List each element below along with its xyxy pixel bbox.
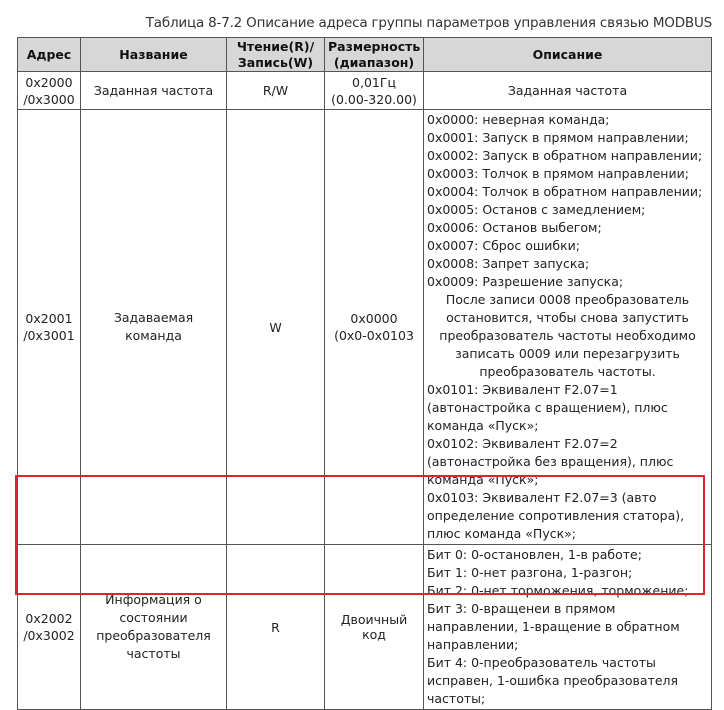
- desc-line: 0x0008: Запрет запуска;: [427, 256, 590, 271]
- cell-range: [325, 72, 424, 110]
- cell-rw: W: [227, 110, 325, 545]
- desc-line: 0x0002: Запуск в обратном направлении;: [427, 148, 703, 163]
- modbus-parameter-table: [17, 37, 712, 710]
- desc-line: Бит 3: 0-вращенеи в прямом направлении, 1-вращение в обратном направлении;: [427, 601, 680, 652]
- desc-line: 0x0101: Эквивалент F2.07=1 (автонастройка с вращением), плюс команда «Пуск»;: [427, 382, 668, 433]
- desc-line: 0x0005: Останов с замедлением;: [427, 202, 646, 217]
- range-line: 0x0000: [350, 311, 398, 326]
- cell-rw: R/W: [227, 72, 325, 110]
- range-line: (0.00-320.00): [331, 91, 417, 107]
- cell-address: [18, 72, 81, 110]
- header-range: Размерность (диапазон): [325, 38, 424, 72]
- range-line: 0,01Гц: [352, 74, 396, 90]
- desc-line: 0x0103: Эквивалент F2.07=3 (авто определение сопротивления статора), плюс команда «Пуск»;: [427, 490, 685, 541]
- table-row: [18, 110, 712, 545]
- cell-description: [424, 110, 712, 545]
- address-line: 0x2002: [25, 611, 73, 626]
- cell-name: Информация о состоянии преобразователя частоты: [81, 545, 227, 710]
- desc-line: Бит 4: 0-преобразователь частоты исправен, 1-ошибка преобразователя частоты;: [427, 655, 679, 706]
- desc-line: 0x0004: Толчок в обратном направлении;: [427, 184, 703, 199]
- cell-rw: R: [227, 545, 325, 710]
- cell-range: Двоичный код: [325, 545, 424, 710]
- cell-address: [18, 545, 81, 710]
- cell-range: [325, 110, 424, 545]
- desc-line: 0x0001: Запуск в прямом направлении;: [427, 130, 689, 145]
- cell-description: Заданная частота: [424, 72, 712, 110]
- table-row: [18, 545, 712, 710]
- desc-line: 0x0007: Сброс ошибки;: [427, 238, 581, 253]
- table-caption: Таблица 8-7.2 Описание адреса группы параметров управления связью MODBUS: [145, 15, 712, 31]
- desc-line: Бит 0: 0-остановлен, 1-в работе;: [427, 547, 642, 562]
- range-line: (0x0-0x0103: [334, 328, 414, 343]
- desc-note: После записи 0008 преобразователь остановится, чтобы снова запустить преобразователь частоты необходимо записать 0009 или перезагрузить преобразователь частоты.: [439, 292, 696, 379]
- desc-line: Бит 2: 0-нет торможения, торможение;: [427, 583, 689, 598]
- cell-address: [18, 110, 81, 545]
- desc-line: 0x0003: Толчок в прямом направлении;: [427, 166, 689, 181]
- header-address: Адрес: [18, 38, 81, 72]
- desc-line: 0x0102: Эквивалент F2.07=2 (автонастройка без вращения), плюс команда «Пуск»;: [427, 436, 674, 487]
- desc-line: Бит 1: 0-нет разгона, 1-разгон;: [427, 565, 633, 580]
- cell-description: [424, 545, 712, 710]
- table-row: [18, 72, 712, 110]
- cell-name: Заданная частота: [81, 72, 227, 110]
- address-line: 0x2000: [25, 74, 73, 90]
- header-name: Название: [81, 38, 227, 72]
- header-rw: Чтение(R)/ Запись(W): [227, 38, 325, 72]
- desc-line: 0x0000: неверная команда;: [427, 112, 610, 127]
- header-description: Описание: [424, 38, 712, 72]
- desc-line: 0x0006: Останов выбегом;: [427, 220, 602, 235]
- address-line: /0x3000: [23, 91, 75, 107]
- table-header-row: [18, 38, 712, 72]
- address-line: 0x2001: [25, 311, 73, 326]
- desc-line: 0x0009: Разрешение запуска;: [427, 274, 624, 289]
- address-line: /0x3002: [23, 628, 75, 643]
- address-line: /0x3001: [23, 328, 75, 343]
- cell-name: Задаваемая команда: [81, 110, 227, 545]
